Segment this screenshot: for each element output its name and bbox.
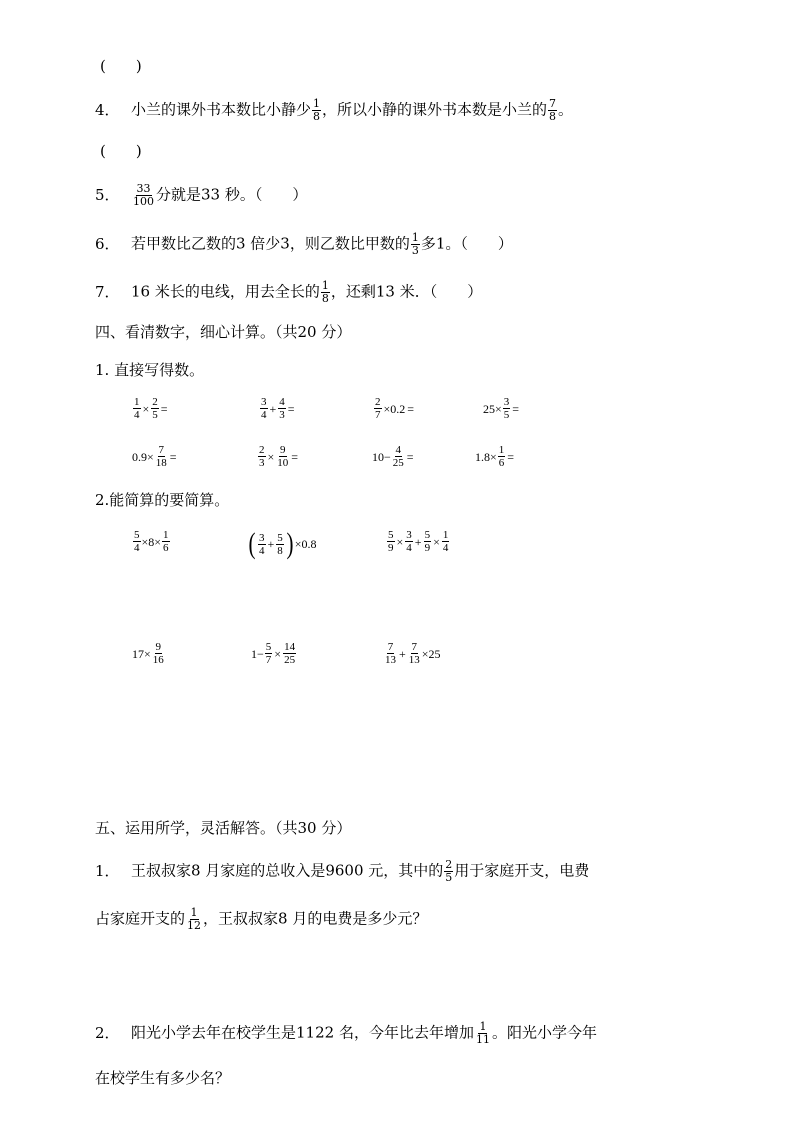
fraction: $\frac{1}{12}$	[187, 906, 202, 932]
fraction: $\frac{7}{8}$	[549, 97, 557, 123]
section-4-part-2: 2.能简算的要简算。	[95, 491, 230, 509]
calc-expression: 10− $\frac{4}{25}$ =	[372, 444, 414, 469]
fraction: $\frac{1}{3}$	[411, 231, 419, 257]
fraction: $\frac{1}{8}$	[313, 97, 321, 123]
calc-expression: $\frac{2}{3}$ × $\frac{9}{10}$ =	[259, 444, 299, 469]
fraction: $\frac{1}{8}$	[321, 279, 329, 305]
calc-expression: 0.9× $\frac{7}{18}$ =	[132, 444, 177, 469]
simplify-expression: $\frac{7}{13}$ + $\frac{7}{13}$ ×25	[385, 641, 441, 666]
q4-answer-blank: ( )	[100, 142, 142, 160]
problem-5-2: 2． 阳光小学去年在校学生是1122 名，今年比去年增加 $\frac{1}{11}$ 。阳光小学今年	[95, 1020, 597, 1046]
simplify-expression: 1− $\frac{5}{7}$ × $\frac{14}{25}$	[251, 641, 296, 666]
problem-5-1: 1． 王叔叔家8 月家庭的总收入是9600 元，其中的 $\frac{2}{5}$ 用于家庭开支，电费	[95, 858, 590, 884]
question-6: 6． 若甲数比乙数的3 倍少3，则乙数比甲数的 $\frac{1}{3}$ 多1。（ ）	[95, 231, 513, 257]
problem-5-2-cont: 在校学生有多少名？	[95, 1069, 231, 1087]
simplify-expression: $\frac{5}{9}$ × $\frac{3}{4}$ + $\frac{5}{9}$ × $\frac{1}{4}$	[388, 529, 449, 554]
question-4: 4． 小兰的课外书本数比小静少 $\frac{1}{8}$ ，所以小静的课外书本数是小兰的 $\frac{7}{8}$ 。	[95, 97, 574, 123]
question-5: 5． $\frac{33}{100}$ 分就是33 秒。（ ）	[95, 182, 308, 208]
section-4-title: 四、看清数字，细心计算。（共20 分）	[95, 323, 352, 341]
problem-5-1-cont: 占家庭开支的 $\frac{1}{12}$ ，王叔叔家8 月的电费是多少元？	[95, 906, 428, 932]
section-4-part-1: 1. 直接写得数。	[95, 361, 205, 379]
calc-expression: 25× $\frac{3}{5}$ =	[483, 396, 520, 421]
section-5-title: 五、运用所学，灵活解答。（共30 分）	[95, 819, 352, 837]
fraction: $\frac{1}{11}$	[475, 1020, 490, 1046]
fraction: $\frac{2}{5}$	[445, 858, 453, 884]
q3-answer-blank: ( )	[100, 57, 142, 75]
question-7: 7． 16 米长的电线，用去全长的 $\frac{1}{8}$ ，还剩13 米．（ ）	[95, 279, 483, 305]
calc-expression: $\frac{1}{4}$ × $\frac{2}{5}$ =	[134, 396, 168, 421]
simplify-expression: 17× $\frac{9}{16}$	[132, 641, 164, 666]
simplify-expression: ( $\frac{3}{4}$ + $\frac{5}{8}$ ) ×0.8	[248, 527, 317, 560]
calc-expression: $\frac{3}{4}$ + $\frac{4}{3}$ =	[261, 396, 295, 421]
fraction: $\frac{33}{100}$	[133, 182, 154, 208]
simplify-expression: $\frac{5}{4}$ ×8× $\frac{1}{6}$	[134, 529, 169, 554]
calc-expression: 1.8× $\frac{1}{6}$ =	[475, 444, 515, 469]
calc-expression: $\frac{2}{7}$ ×0.2 =	[375, 396, 415, 421]
